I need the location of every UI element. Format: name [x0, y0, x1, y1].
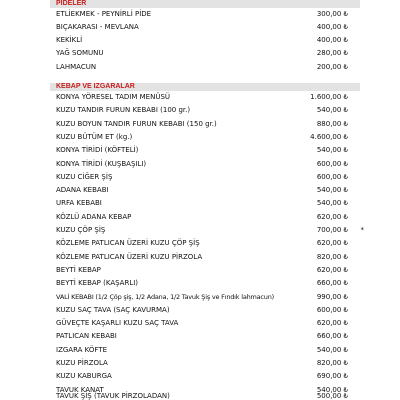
- menu-item-price: 540,00 ₺: [316, 186, 348, 195]
- menu-item-price: 300,00 ₺: [316, 9, 348, 18]
- menu-item-name: KONYA TİRİDİ (KÖFTELİ): [56, 146, 139, 155]
- menu-item-row: [50, 370, 364, 383]
- menu-item-row: [50, 118, 364, 131]
- menu-item-name: KUZU CİĞER ŞİŞ: [56, 172, 113, 181]
- menu-item-price: 4.600,00 ₺: [310, 132, 348, 141]
- menu-item-row: [50, 144, 364, 157]
- menu-item-row: [50, 47, 364, 60]
- menu-item-price: 540,00 ₺: [316, 106, 348, 115]
- menu-item-row: [50, 251, 364, 264]
- menu-item-price: 660,00 ₺: [316, 279, 348, 288]
- menu-page: [44, 0, 364, 400]
- menu-item-row: [50, 224, 364, 237]
- menu-item-name: ADANA KEBABI: [56, 186, 109, 195]
- menu-item-name: LAHMACUN: [56, 62, 97, 71]
- menu-item-row: [50, 184, 364, 197]
- menu-item-price: 540,00 ₺: [316, 199, 348, 208]
- menu-item-row: [50, 387, 364, 400]
- menu-item-name: KÖZLEME PATLICAN ÜZERİ KUZU ÇÖP ŞİŞ: [56, 239, 200, 248]
- menu-item-name: PATLICAN KEBABI: [56, 332, 117, 341]
- menu-item-name: KÖZLEME PATLICAN ÜZERİ KUZU PİRZOLA: [56, 252, 203, 261]
- menu-item-name: BEYTİ KEBAP (KAŞARLI): [56, 279, 139, 288]
- menu-item-name: KUZU PİRZOLA: [56, 359, 108, 367]
- menu-item-row: [50, 8, 364, 21]
- section-header-kebap: KEBAP VE IZGARALAR: [50, 83, 360, 91]
- menu-item-name: TAVUK ŞİŞ (TAVUK PİRZOLADAN): [56, 391, 170, 400]
- menu-item-price: 400,00 ₺: [316, 36, 348, 44]
- menu-item-name: BEYTİ KEBAP: [56, 265, 101, 274]
- menu-item-name: KÖZLÜ ADANA KEBAP: [56, 212, 132, 221]
- menu-item-row: [50, 197, 364, 210]
- menu-item-row: [50, 91, 364, 104]
- menu-item-row: [50, 344, 364, 357]
- menu-item-name: URFA KEBABI: [56, 199, 102, 208]
- menu-item-name: ETLİEKMEK - PEYNİRLİ PİDE: [56, 9, 152, 18]
- menu-item-row: [50, 131, 364, 144]
- menu-item-name: KUZU TANDIR FURUN KEBABI (100 gr.): [56, 106, 191, 115]
- menu-item-price: 500,00 ₺: [316, 391, 348, 400]
- menu-item-name: TAVUK KANAT: [56, 385, 104, 394]
- menu-item-price: 540,00 ₺: [316, 146, 348, 155]
- menu-item-row: [50, 158, 364, 171]
- menu-item-price: 1.600,00 ₺: [310, 93, 348, 101]
- menu-item-price: 600,00 ₺: [316, 172, 348, 181]
- menu-item-name: KUZU BOYUN TANDIR FURUN KEBABI (150 gr.): [56, 119, 217, 128]
- menu-item-row: [50, 211, 364, 224]
- menu-item-price: 600,00 ₺: [316, 305, 348, 314]
- menu-item-name: KONYA YÖRESEL TADIM MENÜSÜ: [56, 93, 171, 101]
- menu-item-name: GÜVEÇTE KAŞARLI KUZU SAÇ TAVA: [56, 319, 179, 328]
- menu-item-price: 990,00 ₺: [316, 292, 348, 301]
- menu-item-row: [50, 277, 364, 290]
- menu-item-row: [50, 317, 364, 330]
- menu-item-price: 700,00 ₺: [316, 226, 348, 234]
- menu-item-row: [50, 21, 364, 34]
- menu-item-row: [50, 291, 364, 304]
- menu-item-price: 690,00 ₺: [316, 372, 348, 381]
- menu-item-name: BIÇAKARASI - MEVLANA: [56, 22, 139, 31]
- menu-item-row: [50, 171, 364, 184]
- menu-item-price: 540,00 ₺: [316, 345, 348, 354]
- menu-item-name: KEKİKLİ: [56, 36, 83, 44]
- menu-item-name: KUZU KABURGA: [56, 372, 112, 381]
- menu-item-row: [50, 304, 364, 317]
- menu-item-name: IZGARA KÖFTE: [56, 345, 107, 354]
- menu-item-price: 620,00 ₺: [316, 239, 348, 248]
- menu-item-row: [50, 357, 364, 370]
- menu-item-name: KUZU ÇÖP ŞİŞ: [56, 226, 106, 234]
- menu-item-price: 540,00 ₺: [316, 385, 348, 394]
- menu-item-price: 280,00 ₺: [316, 49, 348, 58]
- menu-item-price: 620,00 ₺: [316, 319, 348, 328]
- menu-item-row: [50, 237, 364, 250]
- menu-item-row: [50, 61, 364, 74]
- menu-item-name: VALİ KEBABI (1/2 Çöp şiş, 1/2 Adana, 1/2 Tavuk Şiş ve Fındık lahmacun): [56, 292, 274, 301]
- menu-item-name: YAĞ SOMUNU: [56, 49, 104, 58]
- section-header-pideler: PİDELER: [50, 0, 360, 8]
- menu-item-price: 820,00 ₺: [316, 252, 348, 261]
- menu-item-row: [50, 34, 364, 47]
- note-mark: *: [360, 226, 364, 234]
- menu-item-name: KONYA TİRİDİ (KUŞBAŞILI): [56, 159, 147, 168]
- menu-item-price: 820,00 ₺: [316, 359, 348, 367]
- menu-item-name: KUZU SAÇ TAVA (SAÇ KAVURMA): [56, 305, 170, 314]
- menu-item-price: 200,00 ₺: [316, 62, 348, 71]
- menu-item-name: KUZU BÜTÜM ET (kg.): [56, 132, 133, 141]
- menu-item-price: 600,00 ₺: [316, 159, 348, 168]
- menu-item-price: 660,00 ₺: [316, 332, 348, 341]
- menu-item-price: 620,00 ₺: [316, 212, 348, 221]
- menu-item-price: 400,00 ₺: [316, 22, 348, 31]
- menu-item-row: [50, 330, 364, 343]
- menu-item-row: [50, 104, 364, 117]
- menu-item-price: 880,00 ₺: [316, 119, 348, 128]
- menu-item-row: [50, 264, 364, 277]
- menu-item-price: 620,00 ₺: [316, 265, 348, 274]
